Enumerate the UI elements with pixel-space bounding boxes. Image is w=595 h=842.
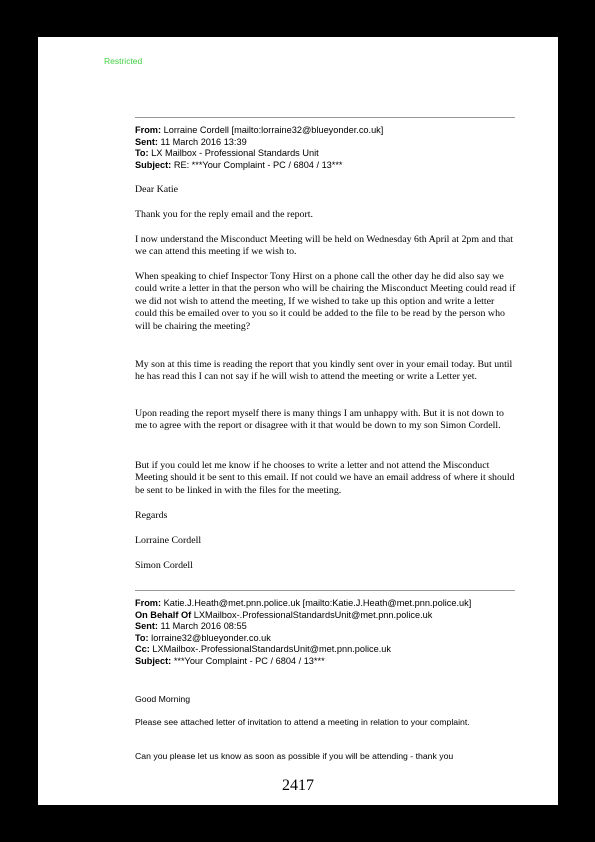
email-header [135, 598, 535, 667]
from-value: Katie.J.Heath@met.pnn.police.uk [mailto:Katie.J.Heath@met.pnn.police.uk] [163, 598, 472, 608]
subject-value: RE: ***Your Complaint - PC / 6804 / 13*** [173, 159, 343, 170]
subject-value: ***Your Complaint - PC / 6804 / 13*** [173, 655, 325, 666]
to-label: To: [135, 148, 149, 158]
paragraph: Upon reading the report myself there is many things I am unhappy with. But it is not down to me to agree with the report or disagree with it that would be down to my son Simon Cordell. [135, 408, 504, 432]
subject-label: Subject: [135, 655, 172, 666]
paragraph: Please see attached letter of invitation to attend a meeting in relation to your complaint. [135, 717, 470, 727]
email-separator [135, 117, 515, 118]
paragraph: But if you could let me know if he chooses to write a letter and not attend the Misconduct Meeting should it be sent to this email. If not could we have an email address of where it should be sent to be linked in with the files for the meeting. [135, 460, 515, 496]
greeting: Good Morning [135, 694, 191, 704]
paragraph: I now understand the Misconduct Meeting will be held on Wednesday 6th April at 2pm and that we can attend this meeting if we wish to. [135, 234, 514, 258]
email-separator [135, 590, 515, 591]
greeting: Dear Katie [135, 184, 179, 195]
signoff: Regards [135, 510, 168, 521]
from-value: Lorraine Cordell [mailto:lorraine32@blueyonder.co.uk] [163, 125, 384, 135]
on-behalf-value: LXMailbox-.ProfessionalStandardsUnit@met.pnn.police.uk [193, 609, 433, 620]
paragraph: My son at this time is reading the report that you kindly sent over in your email today. But until he has read this I can not say if he will wish to attend the meeting or write a Letter yet. [135, 359, 513, 383]
sent-label: Sent: [135, 621, 158, 631]
signature-name: Lorraine Cordell [135, 535, 202, 546]
paragraph: Thank you for the reply email and the report. [135, 209, 313, 220]
subject-label: Subject: [135, 159, 172, 170]
sent-value: 11 March 2016 08:55 [160, 621, 247, 631]
cc-label: Cc: [135, 644, 150, 654]
document-page [38, 37, 558, 805]
from-label: From: [135, 125, 162, 135]
paragraph: When speaking to chief Inspector Tony Hirst on a phone call the other day he did also say we could write a letter in that the person who will be chairing the Misconduct Meeting could read if we did not wish to attend the meeting, If we wished to take up this option and write a letter could this be emailed over to you so it could be added to the file to be read by the person who will be chairing the meeting? [135, 271, 516, 332]
from-label: From: [135, 598, 162, 608]
protective-marking: Restricted [104, 56, 143, 66]
page-number: 2417 [282, 777, 314, 794]
sent-value: 11 March 2016 13:39 [160, 136, 247, 147]
to-value: lorraine32@blueyonder.co.uk [151, 632, 271, 643]
on-behalf-label: On Behalf Of [135, 609, 192, 620]
paragraph: Can you please let us know as soon as possible if you will be attending - thank you [135, 751, 454, 761]
to-value: LX Mailbox - Professional Standards Unit [151, 148, 319, 158]
to-label: To: [135, 632, 149, 643]
signature-name: Simon Cordell [135, 560, 193, 571]
sent-label: Sent: [135, 136, 158, 147]
cc-value: LXMailbox-.ProfessionalStandardsUnit@met.pnn.police.uk [152, 644, 391, 654]
email-header [135, 125, 535, 171]
